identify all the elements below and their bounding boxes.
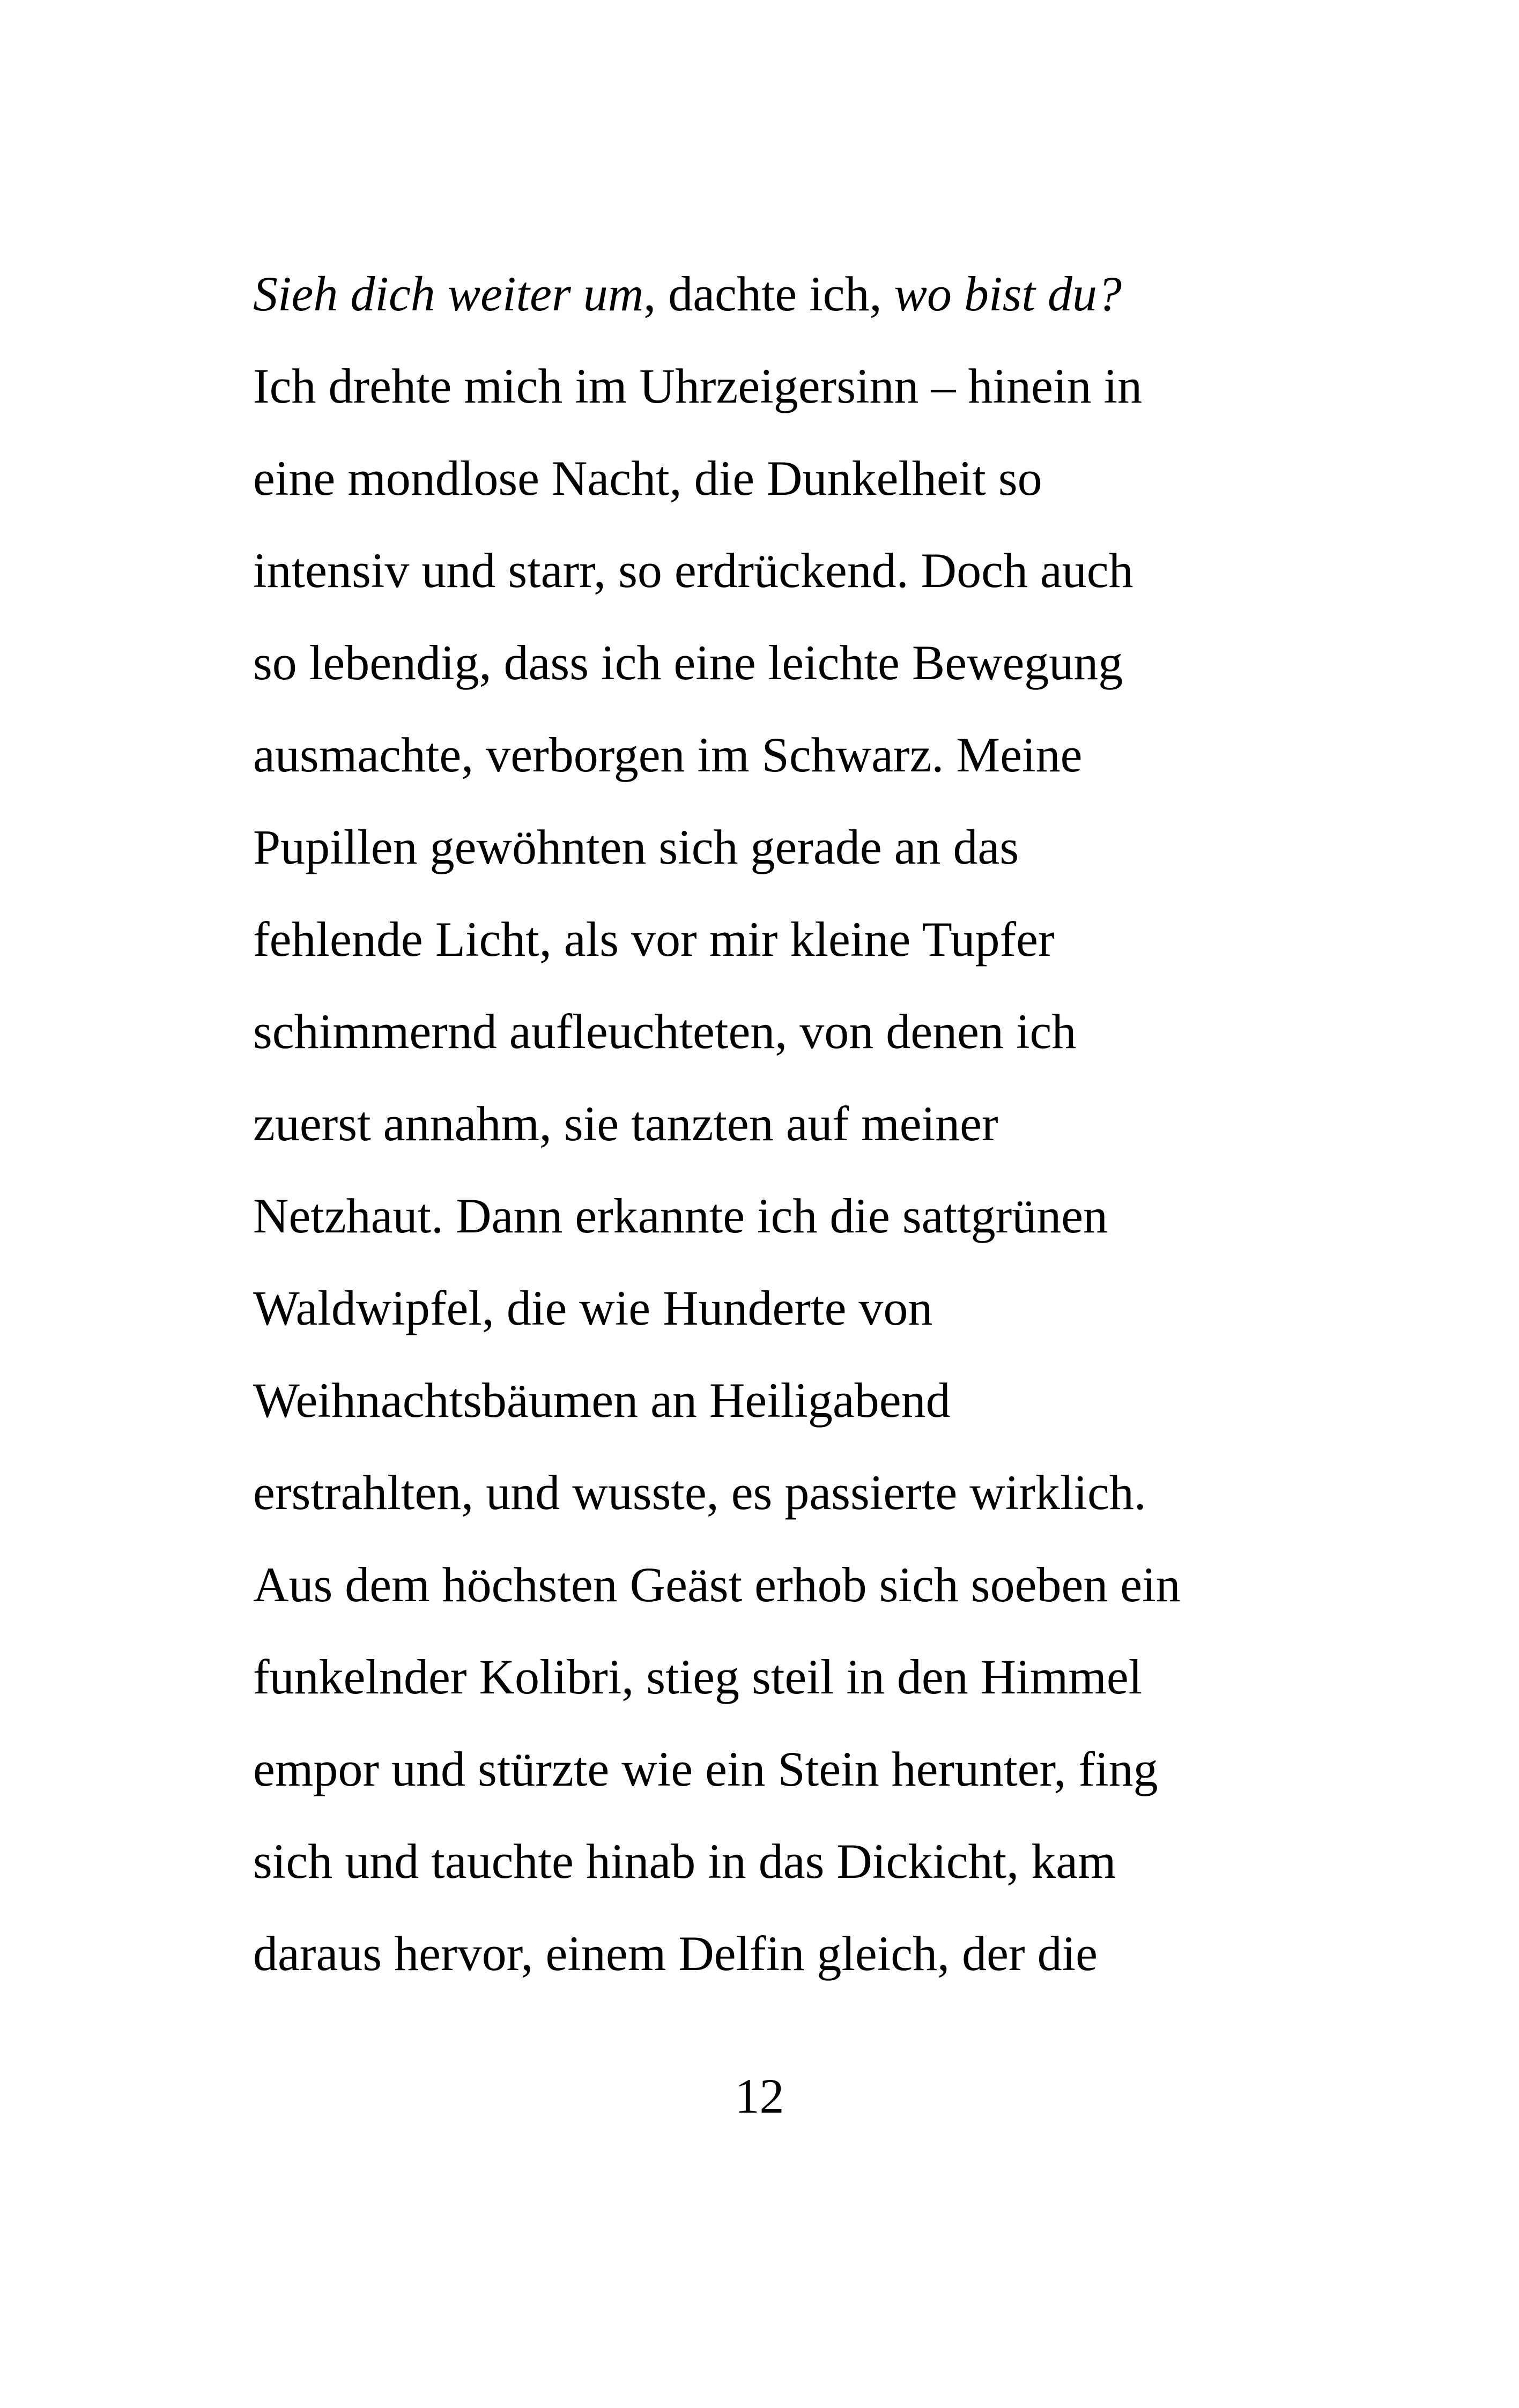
text-line-14: erstrahlten, und wusste, es passierte wirklich. [253,1465,1146,1520]
italic-thought-2: wo bist du? [894,266,1122,321]
text-line-10: zuerst annahm, sie tanzten auf meiner [253,1096,998,1151]
text-line-4: intensiv und starr, so erdrückend. Doch auch [253,543,1133,598]
text-line-9: schimmernd aufleuchteten, von denen ich [253,1004,1077,1059]
body-paragraph [253,248,1325,2000]
text-line-3: eine mondlose Nacht, die Dunkelheit so [253,451,1042,506]
text-line-7: Pupillen gewöhnten sich gerade an das [253,820,1019,874]
page-number: 12 [735,2069,784,2123]
text-line-18: sich und tauchte hinab in das Dickicht, kam [253,1834,1116,1889]
text-line-15: Aus dem höchsten Geäst erhob sich soeben ein [253,1557,1181,1612]
text-line-12: Waldwipfel, die wie Hunderte von [253,1281,933,1335]
text-line-19: daraus hervor, einem Delfin gleich, der die [253,1926,1098,1981]
text-line-16: funkelnder Kolibri, stieg steil in den Himmel [253,1649,1143,1704]
text-line-6: ausmachte, verborgen im Schwarz. Meine [253,727,1083,782]
text-line-13: Weihnachtsbäumen an Heiligabend [253,1373,951,1428]
text-line-5: so lebendig, dass ich eine leichte Bewegung [253,635,1123,690]
italic-thought-1: Sieh dich weiter um [253,266,644,321]
narration-fragment: , dachte ich, [643,266,894,321]
text-line-11: Netzhaut. Dann erkannte ich die sattgrünen [253,1188,1108,1243]
text-line-1 [253,248,1325,340]
text-line-2: Ich drehte mich im Uhrzeigersinn – hinein in [253,359,1143,413]
text-line-17: empor und stürzte wie ein Stein herunter, fing [253,1742,1158,1796]
text-line-8: fehlende Licht, als vor mir kleine Tupfer [253,912,1055,967]
